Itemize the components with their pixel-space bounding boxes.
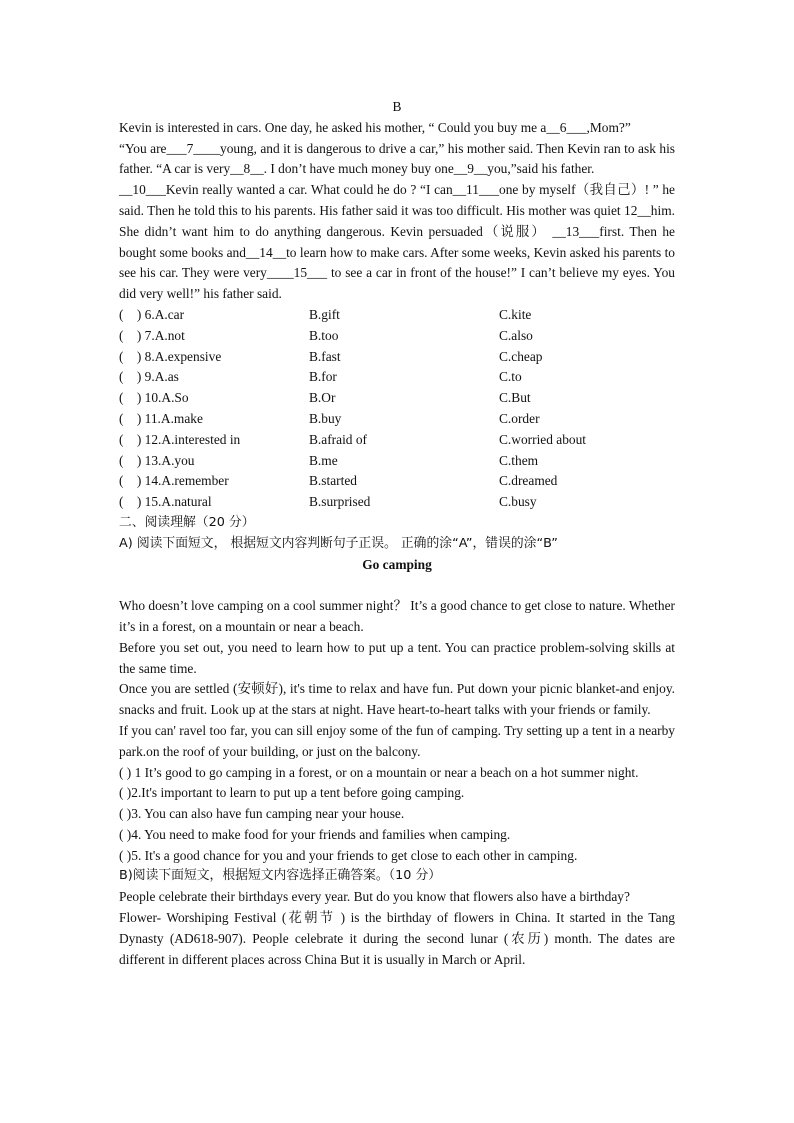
- passage-paragraph: Flower- Worshiping Festival (花朝节 ) is the birthday of flowers in China. It started in the Tang Dynasty (AD618-907). People celebrate it during the second lunar (农历) month. The dates are different in different places across China But it is usually in March or April.: [119, 910, 675, 967]
- option-a[interactable]: ( ) 15.A.natural: [119, 494, 212, 510]
- true-false-question[interactable]: ( )2.It's important to learn to put up a tent before going camping.: [119, 785, 465, 801]
- instruction-a: A) 阅读下面短文， 根据短文内容判断句子正误。 正确的涂“A”，错误的涂“B”: [119, 535, 558, 551]
- option-row: [119, 492, 675, 513]
- option-c[interactable]: C.to: [499, 369, 522, 385]
- option-c[interactable]: C.dreamed: [499, 473, 558, 489]
- passage-paragraph: Once you are settled (安顿好), it's time to relax and have fun. Put down your picnic blanket-and enjoy. snacks and fruit. Look up at the stars at night. Have heart-to-heart talks with your friends or family.: [119, 681, 675, 718]
- cloze-paragraph-2: “You are___7____young, and it is dangerous to drive a car,” his mother said. Then Kevin ran to ask his father. “A car is very__8__. I don’t have much money buy one__9__you,”said his father.: [119, 140, 675, 177]
- option-b[interactable]: B.Or: [309, 390, 336, 406]
- option-row: [119, 305, 675, 326]
- option-a[interactable]: ( ) 9.A.as: [119, 369, 179, 385]
- cloze-options: [119, 305, 675, 513]
- option-b[interactable]: B.me: [309, 452, 338, 468]
- option-a[interactable]: ( ) 13.A.you: [119, 452, 195, 468]
- option-c[interactable]: C.worried about: [499, 431, 587, 447]
- section-heading: 二、阅读理解（20 分）: [119, 514, 255, 530]
- option-c[interactable]: C.also: [499, 327, 533, 343]
- option-c[interactable]: C.busy: [499, 494, 537, 510]
- option-a[interactable]: ( ) 7.A.not: [119, 327, 185, 343]
- document-page: [119, 97, 675, 970]
- passage-paragraph: People celebrate their birthdays every year. But do you know that flowers also have a birthday?: [119, 889, 630, 905]
- option-b[interactable]: B.afraid of: [309, 431, 368, 447]
- option-b[interactable]: B.fast: [309, 348, 341, 364]
- passage-paragraph: Before you set out, you need to learn how to put up a tent. You can practice problem-solving skills at the same time.: [119, 639, 675, 676]
- option-b[interactable]: B.gift: [309, 306, 340, 322]
- spacer: [119, 575, 675, 596]
- option-a[interactable]: ( ) 12.A.interested in: [119, 431, 241, 447]
- option-a[interactable]: ( ) 6.A.car: [119, 306, 185, 322]
- option-row: [119, 347, 675, 368]
- option-b[interactable]: B.buy: [309, 410, 342, 426]
- option-b[interactable]: B.for: [309, 369, 337, 385]
- option-a[interactable]: ( ) 10.A.So: [119, 390, 189, 406]
- option-b[interactable]: B.surprised: [309, 494, 371, 510]
- true-false-question[interactable]: ( )3. You can also have fun camping near your house.: [119, 806, 405, 822]
- option-row: [119, 430, 675, 451]
- cloze-paragraph-1: Kevin is interested in cars. One day, he asked his mother, “ Could you buy me a__6___,Mom?”: [119, 119, 631, 135]
- option-c[interactable]: C.kite: [499, 306, 532, 322]
- option-a[interactable]: ( ) 14.A.remember: [119, 473, 229, 489]
- option-c[interactable]: C.order: [499, 410, 540, 426]
- option-a[interactable]: ( ) 8.A.expensive: [119, 348, 222, 364]
- passage-paragraph: If you can' ravel too far, you can sill enjoy some of the fun of camping. Try setting up a tent in a nearby park.on the roof of your building, or just on the balcony.: [119, 722, 675, 759]
- option-row: [119, 388, 675, 409]
- option-b[interactable]: B.too: [309, 327, 339, 343]
- section-label: B: [392, 99, 402, 114]
- option-row: [119, 451, 675, 472]
- passage-paragraph: Who doesn’t love camping on a cool summer night？ It’s a good chance to get close to nature. Whether it’s in a forest, on a mountain or near a beach.: [119, 598, 675, 634]
- option-a[interactable]: ( ) 11.A.make: [119, 410, 203, 426]
- option-c[interactable]: C.cheap: [499, 348, 543, 364]
- passage-title: Go camping: [362, 556, 432, 572]
- instruction-b: B)阅读下面短文，根据短文内容选择正确答案。（10 分）: [119, 868, 442, 884]
- option-c[interactable]: C.But: [499, 390, 531, 406]
- true-false-question[interactable]: ( ) 1 It’s good to go camping in a forest, or on a mountain or near a beach on a hot summer night.: [119, 764, 639, 780]
- option-row: [119, 326, 675, 347]
- option-c[interactable]: C.them: [499, 452, 539, 468]
- true-false-question[interactable]: ( )5. It's a good chance for you and your friends to get close to each other in camping.: [119, 847, 578, 863]
- option-row: [119, 471, 675, 492]
- option-b[interactable]: B.started: [309, 473, 357, 489]
- cloze-paragraph-3: __10___Kevin really wanted a car. What could he do ? “I can__11___one by myself（我自己）! ” he said. Then he told this to his parents. His father said it was too difficult. His mother was quiet 12__him. She didn’t want him to do anything dangerous. Kevin persuaded（说服） __13___first. Then he bought some books and__14__to learn how to make cars. After some weeks, Kevin asked his parents to see his car. They were very____15___ to see a car in front of the house!” I can’t believe my eyes. You did very well!” his father said.: [119, 182, 675, 302]
- option-row: [119, 367, 675, 388]
- true-false-question[interactable]: ( )4. You need to make food for your friends and families when camping.: [119, 826, 511, 842]
- option-row: [119, 409, 675, 430]
